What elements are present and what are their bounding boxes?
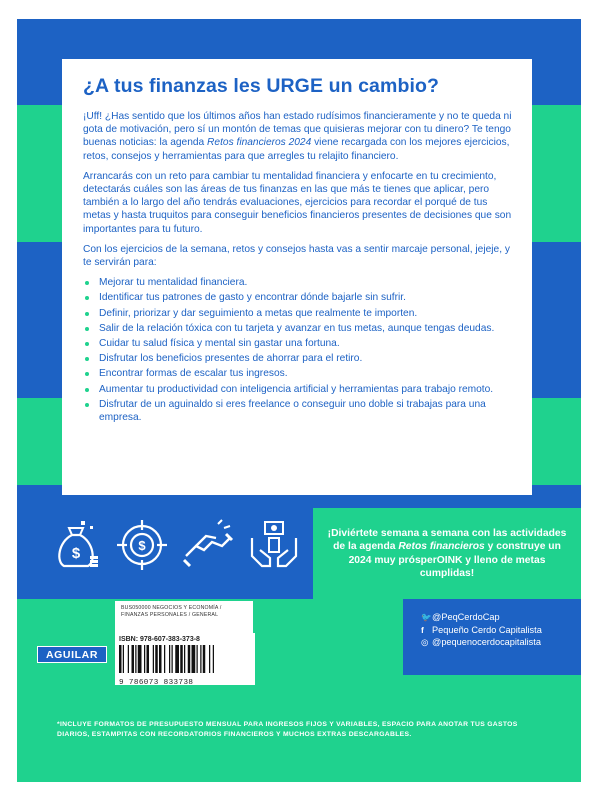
barcode-bar <box>192 645 196 673</box>
list-item-text: Salir de la relación tóxica con tu tarjeta y avanzar en tus metas, aunque tengas deudas. <box>99 322 495 334</box>
agenda-title: Retos financieros 2024 <box>207 137 312 149</box>
bullet-dot <box>85 312 89 316</box>
list-item <box>83 367 515 380</box>
intro-text: ¡Uff! ¿Has sentido que los últimos años han estado rudísimos financieramente y no te queda ni gota de motivación, pero sí un montón de temas que quisieras mejorar con tu dinero? Te tengo buenas noticias: la agenda <box>83 111 512 149</box>
agenda-title: Retos financieros <box>398 541 485 552</box>
category-line: FINANZAS PERSONALES / GENERAL <box>121 612 219 618</box>
barcode-bar <box>200 645 201 673</box>
list-item-text: Identificar tus patrones de gasto y encontrar dónde bajarle sin sufrir. <box>99 292 406 304</box>
lead-in-paragraph: Con los ejercicios de la semana, retos y consejos hasta vas a sentir marcaje personal, jejeje, y te servirán para: <box>83 243 510 269</box>
money-bag-icon <box>50 516 102 574</box>
list-item <box>83 291 515 304</box>
details-paragraph: Arrancarás con un reto para cambiar tu mentalidad financiera y enfocarte en tu crecimiento, detectarás cuáles son las áreas de tus finanzas en las que más te tienes que aplicar, pero también a lo largo del año tendrás evaluaciones, ejercicios para recordar el porqué de tus metas y hasta truquitos para conseguir beneficios financieros presentes de decisiones que son importantes para tu futuro. <box>83 170 512 235</box>
barcode-bar <box>123 645 124 673</box>
list-item-text: Disfrutar de un aguinaldo si eres freelance o conseguir uno doble si trabajas para una empresa. <box>99 398 486 424</box>
list-item <box>83 352 515 365</box>
intro-paragraph <box>83 110 515 163</box>
barcode-bar <box>119 645 122 673</box>
target-coin-icon <box>116 516 168 574</box>
list-item <box>83 337 515 350</box>
barcode-bar <box>172 645 173 673</box>
barcode-bar <box>135 645 136 673</box>
svg-text:$: $ <box>71 545 81 562</box>
svg-text:$: $ <box>138 538 146 553</box>
barcode-bar <box>184 645 185 673</box>
bisac-category <box>115 601 253 633</box>
barcode-bar <box>203 645 206 673</box>
cover-headline: ¿A tus finanzas les URGE un cambio? <box>83 75 439 97</box>
list-item-text: Aumentar tu productividad con inteligencia artificial y herramientas para trabajo remoto. <box>99 383 494 395</box>
list-item-text: Disfrutar los beneficios presentes de ahorrar para el retiro. <box>99 353 363 365</box>
list-item-text: Encontrar formas de escalar tus ingresos. <box>99 368 288 380</box>
barcode-bar <box>128 645 129 673</box>
list-item <box>83 383 515 396</box>
publisher-logo: AGUILAR <box>37 646 107 663</box>
ean-number: 9 786073 833738 <box>119 679 194 687</box>
social-links <box>403 599 581 675</box>
social-row-facebook[interactable] <box>421 624 571 637</box>
bullet-dot <box>85 388 89 392</box>
feature-icons <box>50 516 300 574</box>
social-handle: @pequenocerdocapitalista <box>432 637 541 647</box>
description-panel <box>62 59 532 495</box>
facebook-icon: f <box>421 624 424 635</box>
bullet-dot <box>85 281 89 285</box>
instagram-icon: ◎ <box>421 637 429 647</box>
hands-money-icon <box>248 516 300 574</box>
barcode-bar <box>138 645 142 673</box>
list-item-text: Mejorar tu mentalidad financiera. <box>99 277 248 289</box>
bullet-dot <box>85 403 89 407</box>
bullet-dot <box>85 327 89 331</box>
social-row-instagram[interactable] <box>421 636 571 649</box>
list-item <box>83 307 515 320</box>
slogan-part: y construye un 2024 muy prósperOINK y lleno de metas cumplidas! <box>348 541 561 579</box>
list-item-text: Definir, priorizar y dar seguimiento a metas que realmente te importen. <box>99 307 418 319</box>
social-handle: @PeqCerdoCap <box>432 612 500 622</box>
social-row-twitter[interactable] <box>421 611 571 624</box>
barcode-bar <box>132 645 135 673</box>
twitter-icon: 🐦 <box>421 612 432 622</box>
barcode-bar <box>153 645 154 673</box>
list-item <box>83 398 515 424</box>
list-item <box>83 276 515 289</box>
handshake-icon <box>182 516 234 574</box>
list-item <box>83 322 515 335</box>
barcode-bar <box>213 645 214 673</box>
bullet-dot <box>85 372 89 376</box>
footnote: *INCLUYE FORMATOS DE PRESUPUESTO MENSUAL PARA INGRESOS FIJOS Y VARIABLES, ESPACIO PARA ANOTAR TUS GASTOS DIARIOS, ESTAMPITAS CON RECORDATORIOS FINANCIEROS Y MUCHOS EXTRAS DESCARGABLES. <box>57 721 518 738</box>
barcode-bar <box>175 645 179 673</box>
isbn-number: ISBN: 978-607-383-373-8 <box>119 636 200 643</box>
barcode-bar <box>209 645 210 673</box>
barcode-bar <box>159 645 162 673</box>
barcode-block <box>115 633 255 685</box>
barcode-bar <box>197 645 198 673</box>
book-back-cover <box>17 19 581 782</box>
slogan-part: ¡Diviértete semana a semana con las actividades de la agenda <box>327 527 567 552</box>
benefits-list <box>83 276 515 424</box>
barcode-bar <box>180 645 183 673</box>
slogan-text <box>322 527 572 581</box>
barcode-bar <box>188 645 191 673</box>
bullet-dot <box>85 296 89 300</box>
category-line: BUS050000 NEGOCIOS Y ECONOMÍA / <box>121 605 222 611</box>
bullet-dot <box>85 342 89 346</box>
barcode-bar <box>155 645 158 673</box>
barcode-bar <box>144 645 145 673</box>
barcode-bar <box>164 645 165 673</box>
list-item-text: Cuidar tu salud física y mental sin gastar una fortuna. <box>99 338 340 350</box>
intro-text: viene recargada con los mejores ejercicios, retos, consejos y herramientas para que arregles tu relajito financiero. <box>83 137 510 162</box>
barcode-bar <box>169 645 170 673</box>
barcode <box>119 645 249 673</box>
social-handle: Pequeño Cerdo Capitalista <box>432 624 542 635</box>
bullet-dot <box>85 357 89 361</box>
barcode-bar <box>147 645 150 673</box>
slogan-box <box>313 508 581 599</box>
